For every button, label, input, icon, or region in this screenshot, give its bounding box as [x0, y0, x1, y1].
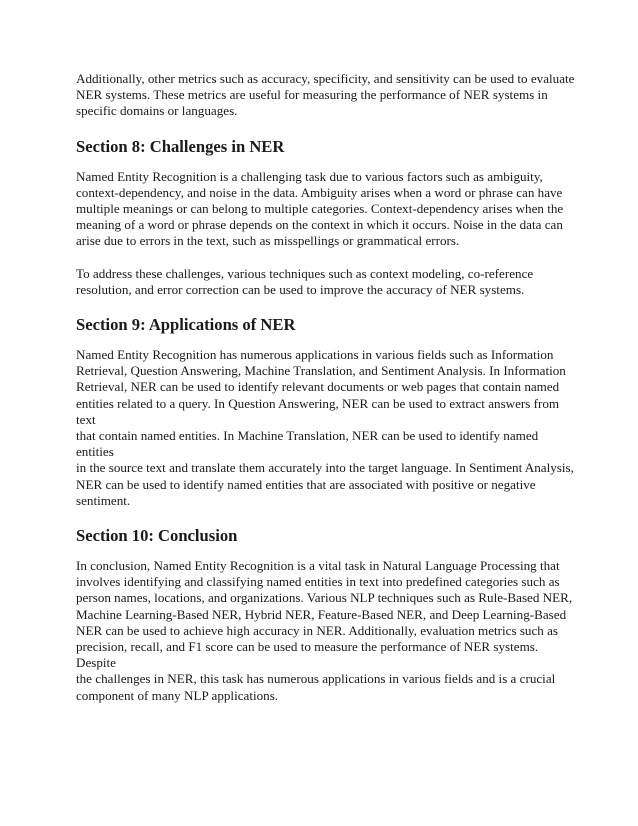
section-heading-applications: Section 9: Applications of NER: [76, 315, 296, 335]
section-conclusion: [76, 526, 578, 704]
section-challenges: [76, 137, 578, 298]
intro-paragraph: Additionally, other metrics such as accuracy, specificity, and sensitivity can be used to evaluate NER systems. These metrics are useful for measuring the performance of NER systems in specific domains or languages.: [76, 71, 575, 119]
section-applications: [76, 315, 578, 509]
challenges-paragraph-1: Named Entity Recognition is a challenging task due to various factors such as ambiguity, context-dependency, and noise in the data. Ambiguity arises when a word or phrase can have multiple meanings or can belong to multiple categories. Context-dependency arises when the meaning of a word or phrase depends on the context in which it occurs. Noise in the data can arise due to errors in the text, such as misspellings or grammatical errors.: [76, 168, 564, 249]
section-heading-conclusion: Section 10: Conclusion: [76, 526, 238, 546]
conclusion-paragraph: In conclusion, Named Entity Recognition is a vital task in Natural Language Processing that involves identifying and classifying named entities in text into predefined categories such as person names, locations, and organizations. Various NLP techniques such as Rule-Based NER, Machine Learning-Based NER, Hybrid NER, Feature-Based NER, and Deep Learning-Based NER can be used to achieve high accuracy in NER. Additionally, evaluation metrics such as precision, recall, and F1 score can be used to measure the performance of NER systems. Despite the challenges in NER, this task has numerous applications in various fields and is a crucial component of many NLP applications.: [76, 558, 573, 703]
applications-paragraph: Named Entity Recognition has numerous applications in various fields such as Information Retrieval, Question Answering, Machine Translation, and Sentiment Analysis. In Information Retrieval, NER can be used to identify relevant documents or web pages that contain named entities related to a query. In Question Answering, NER can be used to extract answers from text that contain named entities. In Machine Translation, NER can be used to identify named entities in the source text and translate them accurately into the target language. In Sentiment Analysis, NER can be used to identify named entities that are associated with positive or negative sentiment.: [76, 347, 574, 508]
section-heading-challenges: Section 8: Challenges in NER: [76, 136, 285, 156]
challenges-paragraph-2: To address these challenges, various techniques such as context modeling, co-reference resolution, and error correction can be used to improve the accuracy of NER systems.: [76, 265, 534, 297]
